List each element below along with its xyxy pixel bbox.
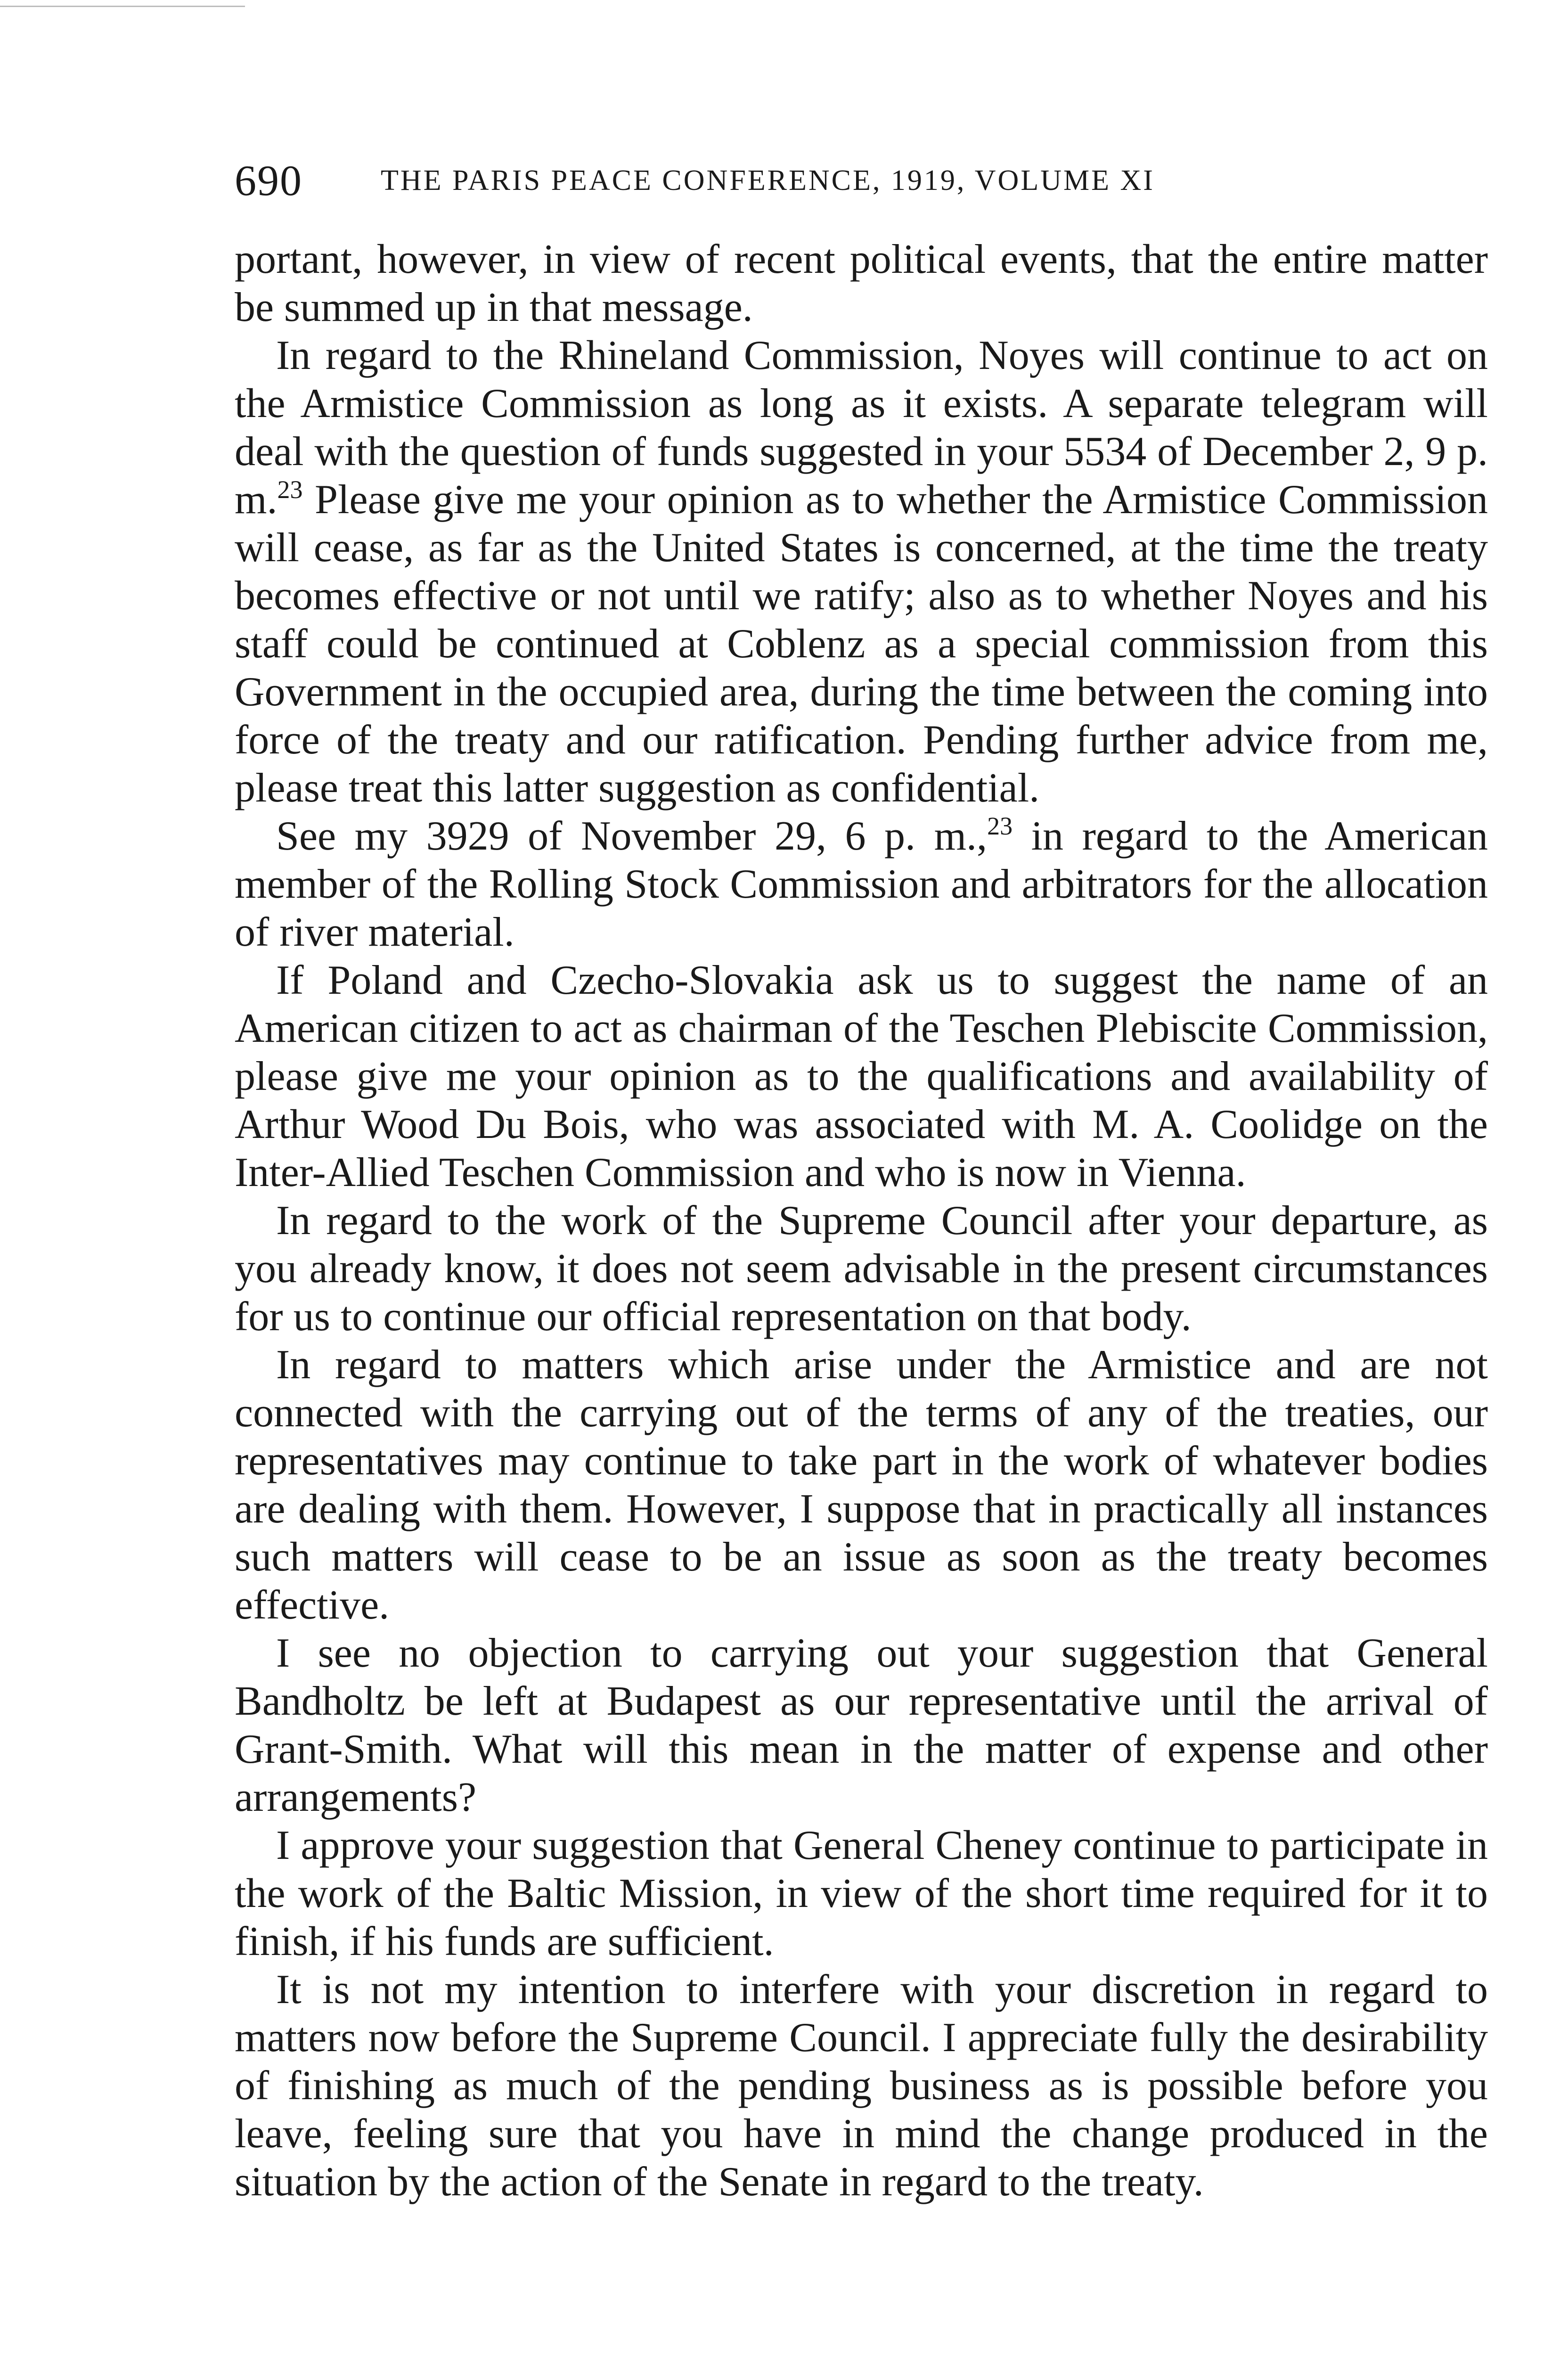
footnote-reference: 23 (987, 812, 1013, 840)
page-number: 690 (235, 156, 302, 205)
paragraph: I approve your suggestion that General Cheney continue to participate in the work of the Baltic Mission, in view of the short time required for it to finish, if his funds are sufficient. (235, 1823, 1488, 1964)
paragraph: It is not my intention to interfere with your discretion in regard to matters now before the Supreme Council. I appreciate fully the desirability of finishing as much of the pending business as is possible before you leave, feeling sure that you have in mind the change produced in the situation by the action of the Senate in regard to the treaty. (235, 1967, 1488, 2205)
scan-artifact-rule (0, 6, 245, 7)
paragraph: In regard to the Rhineland Commission, Noyes will continue to act on the Armistice Commission as long as it exists. A separate telegram will deal with the question of funds suggested in your 5534 of December 2, 9 p. m.$^{23}$ Please give me your opinion as to whether the Armistice Commission will cease, as far as the United States is concerned, at the time the treaty becomes effective or not until we ratify; also as to whether Noyes and his staff could be continued at Coblenz as a special commission from this Government in the occupied area, during the time between the coming into force of the treaty and our ratification. Pending further advice from me, please treat this latter suggestion as confidential. (235, 333, 1488, 811)
paragraph: See my 3929 of November 29, 6 p. m.,$^{23}$ in regard to the American member of the Rolling Stock Commission and arbitrators for the allocation of river material. (235, 812, 1488, 955)
body-text (235, 236, 1488, 2206)
paragraph: In regard to the work of the Supreme Council after your departure, as you already know, it does not seem advisable in the present circumstances for us to continue our official representation on that body. (235, 1198, 1488, 1340)
paragraph: portant, however, in view of recent political events, that the entire matter be summed up in that message. (235, 237, 1488, 330)
paragraph: If Poland and Czecho-Slovakia ask us to suggest the name of an American citizen to act as chairman of the Teschen Plebiscite Commission, please give me your opinion as to the qualifications and availability of Arthur Wood Du Bois, who was associated with M. A. Coolidge on the Inter-Allied Teschen Commission and who is now in Vienna. (235, 957, 1488, 1195)
paragraph: I see no objection to carrying out your suggestion that General Bandholtz be left at Budapest as our representative until the arrival of Grant-Smith. What will this mean in the matter of expense and other arrangements? (235, 1630, 1488, 1820)
page-header (235, 150, 1488, 211)
paragraph: In regard to matters which arise under the Armistice and are not connected with the carrying out of the terms of any of the treaties, our representatives may continue to take part in the work of whatever bodies are dealing with them. However, I suppose that in practically all instances such matters will cease to be an issue as soon as the treaty becomes effective. (235, 1342, 1488, 1628)
running-head: THE PARIS PEACE CONFERENCE, 1919, VOLUME XI (381, 164, 1155, 196)
footnote-reference: 23 (277, 475, 303, 504)
